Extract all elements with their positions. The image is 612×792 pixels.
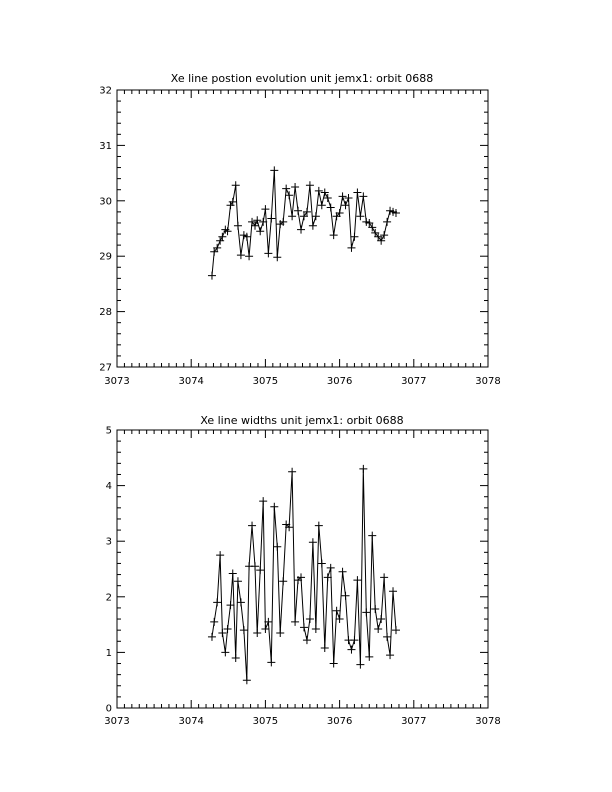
position-x-tick-label: 3073: [104, 376, 130, 387]
widths-y-tick-label: 4: [105, 481, 112, 493]
position-x-tick-label: 3074: [178, 376, 204, 387]
position-x-tick-label: 3077: [401, 376, 427, 387]
widths-x-tick-label: 3073: [104, 716, 130, 727]
widths-x-tick-label: 3076: [326, 716, 353, 727]
position-chart-title: Xe line postion evolution unit jemx1: orbit 0688: [170, 72, 434, 85]
widths-x-tick-label: 3078: [475, 716, 501, 727]
widths-y-tick-label: 2: [105, 592, 112, 604]
position-y-tick-label: 29: [99, 251, 112, 263]
position-y-tick-label: 27: [99, 362, 112, 374]
position-x-tick-label: 3076: [326, 376, 353, 387]
position-y-tick-label: 31: [99, 140, 112, 152]
widths-x-tick-label: 3074: [178, 716, 204, 727]
position-y-tick-label: 32: [99, 85, 112, 97]
widths-y-tick-label: 5: [105, 425, 112, 437]
widths-x-tick-label: 3077: [401, 716, 427, 727]
widths-chart-title: Xe line widths unit jemx1: orbit 0688: [200, 414, 404, 427]
position-y-tick-label: 28: [99, 307, 112, 319]
widths-y-tick-label: 3: [105, 536, 112, 548]
widths-x-tick-label: 3075: [252, 716, 279, 727]
position-y-tick-label: 30: [99, 196, 112, 208]
widths-y-tick-label: 1: [105, 647, 112, 659]
widths-y-tick-label: 0: [105, 703, 112, 715]
position-x-tick-label: 3078: [475, 376, 501, 387]
position-x-tick-label: 3075: [252, 376, 279, 387]
